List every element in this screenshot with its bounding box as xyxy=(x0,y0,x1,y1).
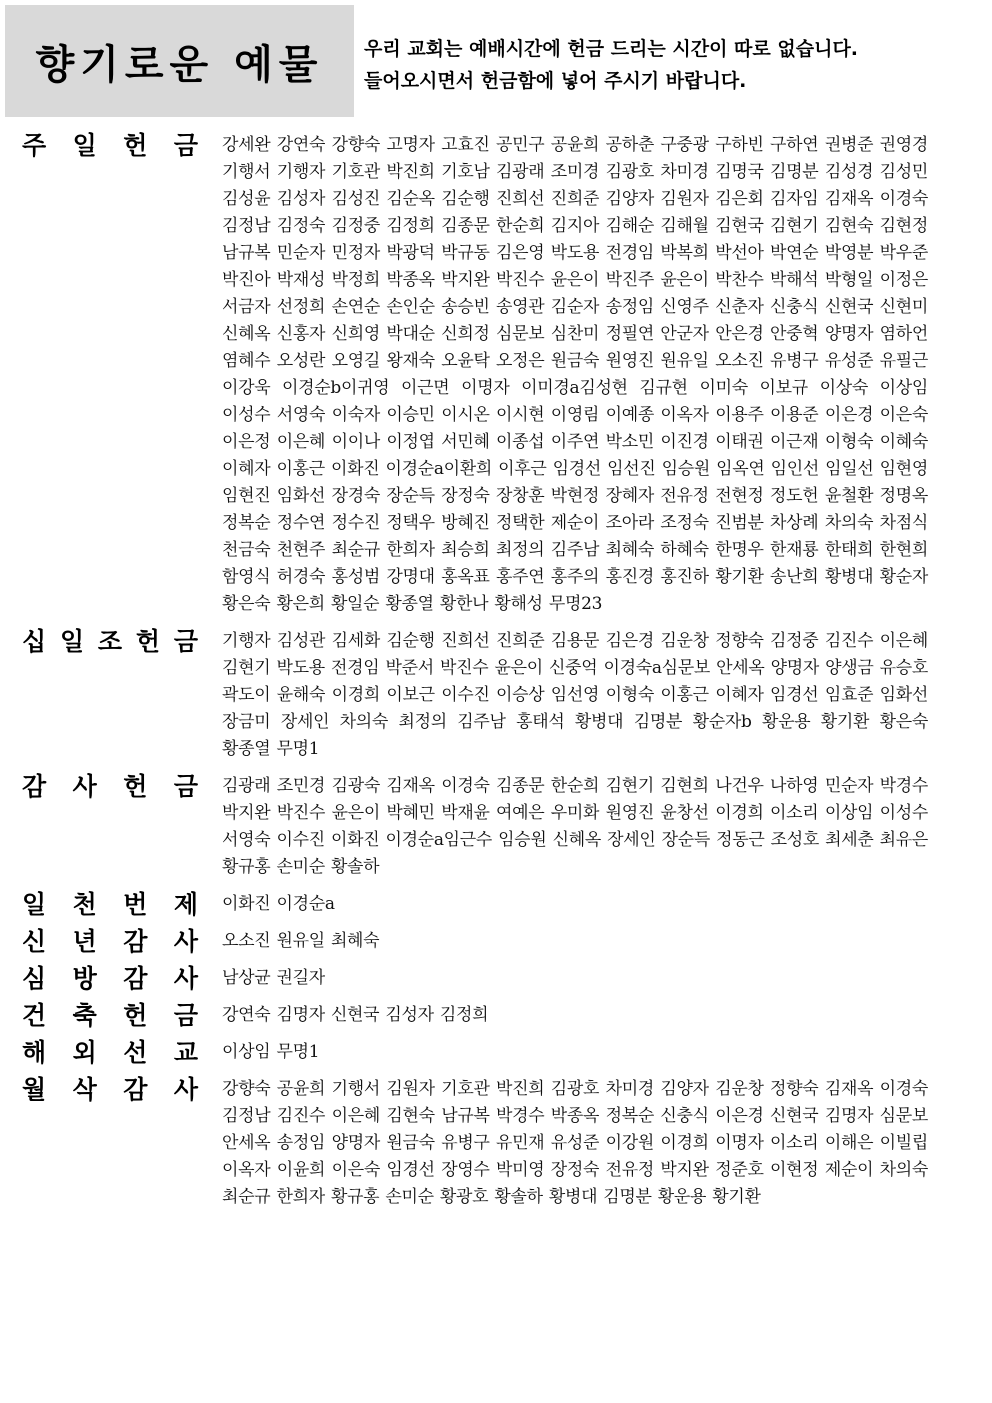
section-label xyxy=(22,891,198,918)
section-label xyxy=(22,965,198,992)
label-char: 감 xyxy=(123,1075,148,1104)
donor-names: 김광래 조민경 김광숙 김재옥 이경숙 김종문 한순희 김현기 김현희 나건우 나하영 민순자 박경수 박지완 박진수 윤은이 박혜민 박재윤 여예은 우미화 원영진 윤창선 이경희 이소리 이상임 이성수 서영숙 이수진 이화진 이경순a임근수 임승원 신혜옥 장세인 장순득 정동근 조성호 최세춘 최유은 황규홍 손미순 황솔하 xyxy=(222,776,929,877)
section-label xyxy=(22,132,198,159)
notice-line-2: 들어오시면서 헌금함에 넣어 주시기 바랍니다. xyxy=(364,70,747,92)
notice-line-1: 우리 교회는 예배시간에 헌금 드리는 시간이 따로 없습니다. xyxy=(364,38,859,60)
label-char: 헌 xyxy=(123,772,148,801)
label-char: 감 xyxy=(123,964,148,993)
label-char: 금 xyxy=(173,131,198,160)
label-char: 조 xyxy=(97,627,123,656)
label-char: 년 xyxy=(72,927,97,956)
donor-names: 오소진 원유일 최혜숙 xyxy=(222,931,380,951)
section-thousand-offerings xyxy=(22,891,982,918)
label-char: 감 xyxy=(22,772,47,801)
section-sunday-offering xyxy=(22,132,982,618)
donor-names: 이상임 무명1 xyxy=(222,1042,320,1062)
section-label xyxy=(22,773,198,800)
section-label xyxy=(22,628,198,655)
section-label xyxy=(22,1076,198,1103)
label-char: 선 xyxy=(123,1038,148,1067)
section-building-fund xyxy=(22,1002,982,1029)
label-char: 번 xyxy=(123,890,148,919)
label-char: 헌 xyxy=(135,627,161,656)
section-label xyxy=(22,1002,198,1029)
section-label xyxy=(22,928,198,955)
title-box xyxy=(5,5,354,117)
label-char: 제 xyxy=(173,890,198,919)
label-char: 교 xyxy=(173,1038,198,1067)
label-char: 금 xyxy=(173,772,198,801)
section-new-month-thanks xyxy=(22,1076,982,1211)
donor-names: 강세완 강연숙 강향숙 고명자 고효진 공민구 공윤희 공하춘 구중광 구하빈 구하연 권병준 권영경 기행서 기행자 기호관 박진희 기호남 김광래 조미경 김광호 차미경 김명국 김명분 김성경 김성민 김성윤 김성자 김성진 김순옥 김순행 진희선 진희준 김양자 김원자 김은회 김자임 김재옥 이경숙 김정남 김정숙 김정중 김정희 김종문 한순희 김지아 김해순 김해월 김현국 김현기 김현숙 김현정 남규복 민순자 민정자 박광덕 박규동 김은영 박도용 전경임 박복희 박선아 박연순 박영분 박우준 박진아 박재성 박정희 박종옥 박지완 박진수 윤은이 박진주 윤은이 박찬수 박해석 박형일 이정은 서금자 선정희 손연순 손인순 송승빈 송영관 김순자 송정임 신영주 신춘자 신충식 신현국 신현미 신혜옥 신홍자 신희영 박대순 신희정 심문보 심찬미 정필연 안군자 안은경 안중혁 양명자 염하언 염혜수 오성란 오영길 왕재숙 오윤탁 오정은 원금숙 원영진 원유일 오소진 유병구 유성준 유필근 이강욱 이경순b이귀영 이근면 이명자 이미경a김성현 김규현 이미숙 이보규 이상숙 이상임 이성수 서영숙 이숙자 이승민 이시온 이시현 이영림 이예종 이옥자 이용주 이용준 이은경 이은숙 이은정 이은혜 이이나 이정엽 서민혜 이종섭 이주연 박소민 이진경 이태권 이근재 이형숙 이혜숙 이혜자 이홍근 이화진 이경순a이환희 이후근 임경선 임선진 임승원 임옥연 임인선 임일선 임현영 임현진 임화선 장경숙 장순득 장정숙 장창훈 박현정 장혜자 전유정 전현정 정도헌 윤철환 정명옥 정복순 정수연 정수진 정택우 방혜진 정택한 제순이 조아라 조정숙 진범분 차상례 차의숙 차점식 천금숙 천현주 최순규 한희자 최승희 최정의 김주남 최혜숙 하혜숙 한명우 한재룡 한태희 한현희 함영식 허경숙 홍성범 강명대 홍옥표 홍주연 홍주의 홍진경 홍진하 황기환 송난희 황병대 황순자 황은숙 황은희 황일순 황종열 황한나 황해성 무명23 xyxy=(222,135,929,614)
label-char: 방 xyxy=(72,964,97,993)
label-char: 축 xyxy=(72,1001,97,1030)
label-char: 사 xyxy=(173,927,198,956)
donor-names: 강연숙 김명자 신현국 김성자 김정희 xyxy=(222,1005,489,1025)
offering-notice xyxy=(364,33,984,97)
label-char: 천 xyxy=(72,890,97,919)
section-thanksgiving xyxy=(22,773,982,881)
donor-names: 이화진 이경순a xyxy=(222,894,335,914)
donor-names: 남상균 권길자 xyxy=(222,968,325,988)
label-char: 일 xyxy=(59,627,85,656)
label-char: 삭 xyxy=(72,1075,97,1104)
label-char: 사 xyxy=(173,964,198,993)
label-char: 십 xyxy=(22,627,47,656)
label-char: 일 xyxy=(22,890,47,919)
label-char: 일 xyxy=(72,131,97,160)
donor-names: 강향숙 공윤희 기행서 김원자 기호관 박진희 김광호 차미경 김양자 김운창 정향숙 김재옥 이경숙 김정남 김진수 이은혜 김현숙 남규복 박경수 박종옥 정복순 신충식 이은경 신현국 김명자 심문보 안세옥 송정임 양명자 원금숙 유병구 유민재 유성준 이강원 이경희 이명자 이소리 이해은 이빌립 이옥자 이윤희 이은숙 임경선 장영수 박미영 장정숙 전유정 박지완 정준호 이현정 제순이 차의숙 최순규 한희자 황규홍 손미순 황광호 황솔하 황병대 김명분 황운용 황기환 xyxy=(222,1079,928,1207)
label-char: 해 xyxy=(22,1038,47,1067)
label-char: 금 xyxy=(173,627,198,656)
label-char: 사 xyxy=(173,1075,198,1104)
label-char: 금 xyxy=(173,1001,198,1030)
label-char: 심 xyxy=(22,964,47,993)
label-char: 헌 xyxy=(123,1001,148,1030)
label-char: 사 xyxy=(72,772,97,801)
label-char: 헌 xyxy=(123,131,148,160)
section-tithe xyxy=(22,628,982,763)
label-char: 신 xyxy=(22,927,47,956)
section-visitation-thanks xyxy=(22,965,982,992)
section-new-year-thanks xyxy=(22,928,982,955)
offering-sections xyxy=(22,132,982,1221)
label-char: 주 xyxy=(22,131,47,160)
label-char: 감 xyxy=(123,927,148,956)
section-label xyxy=(22,1039,198,1066)
label-char: 월 xyxy=(22,1075,47,1104)
donor-names: 기행자 김성관 김세화 김순행 진희선 진희준 김용문 김은경 김운창 정향숙 김정중 김진수 이은혜 김현기 박도용 전경임 박준서 박진수 윤은이 신중억 이경숙a심문보 안세옥 양명자 양생금 유승호 곽도이 윤해숙 이경희 이보근 이수진 이승상 임선영 이형숙 이홍근 이혜자 임경선 임효준 임화선 장금미 장세인 차의숙 최정의 김주남 홍태석 황병대 김명분 황순자b 황운용 황기환 황은숙 황종열 무명1 xyxy=(222,631,929,759)
label-char: 건 xyxy=(22,1001,47,1030)
page-header xyxy=(5,5,985,117)
section-overseas-missions xyxy=(22,1039,982,1066)
page-title: 향기로운 예물 xyxy=(35,41,324,88)
label-char: 외 xyxy=(72,1038,97,1067)
